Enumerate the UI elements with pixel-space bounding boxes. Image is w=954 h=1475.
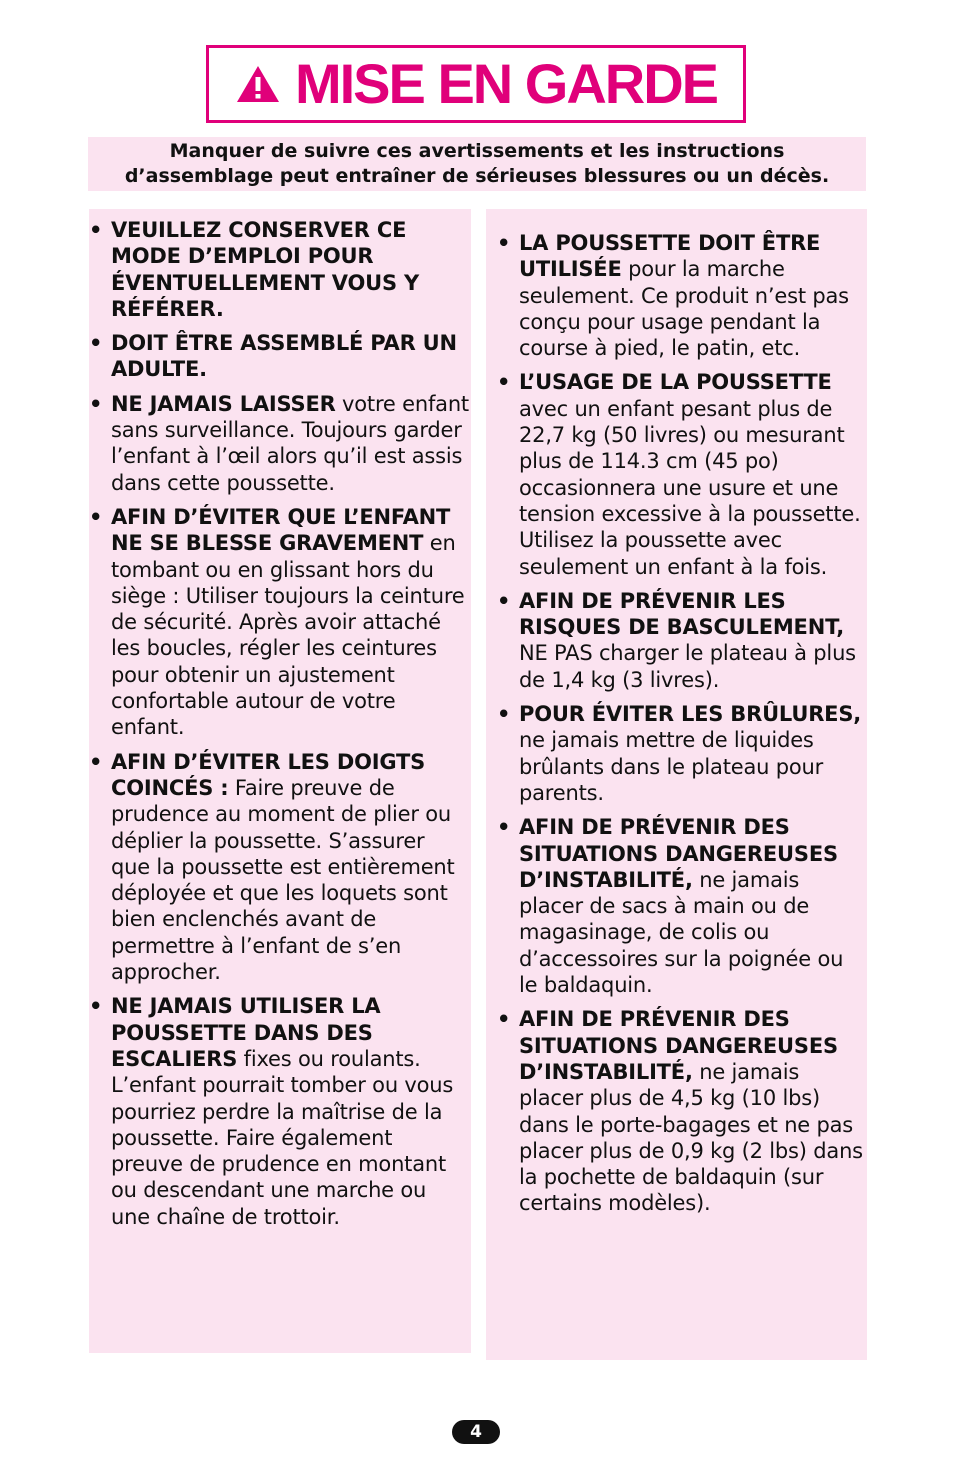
warning-item-heading: AFIN DE PRÉVENIR DES SITUATIONS DANGEREUSES D’INSTABILITÉ,	[519, 815, 838, 892]
warning-item-heading: AFIN DE PRÉVENIR DES SITUATIONS DANGEREUSES D’INSTABILITÉ,	[519, 1007, 838, 1084]
warning-item-heading: VEUILLEZ CONSERVER CE MODE D’EMPLOI POUR ÉVENTUELLEMENT VOUS Y RÉFÉRER.	[111, 218, 420, 321]
page-number-badge: 4	[452, 1420, 500, 1444]
warning-item-text: avec un enfant pesant plus de 22,7 kg (50 livres) ou mesurant plus de 114.3 cm (45 po) occasionnera une usure et une tension excessive à la poussette. Utilisez la poussette avec seulement un enfant à la fois.	[519, 396, 861, 579]
right-warning-column	[486, 209, 867, 1360]
warning-subtitle	[88, 137, 866, 191]
warning-item-text: Faire preuve de prudence au moment de plier ou déplier la poussette. S’assurer que la poussette est entièrement déployée et que les loquets sont bien enclenchés avant de permettre à l’enfant de s’en approcher.	[111, 775, 455, 985]
warning-item	[89, 993, 469, 1230]
warning-item-heading: LA POUSSETTE DOIT ÊTRE UTILISÉE	[519, 231, 821, 282]
warning-item	[497, 701, 863, 806]
warning-item-heading: DOIT ÊTRE ASSEMBLÉ PAR UN ADULTE.	[111, 331, 457, 382]
warning-title-box	[206, 45, 746, 123]
warning-item	[497, 588, 863, 693]
warning-item-text: pour la marche seulement. Ce produit n’est pas conçu pour usage pendant la course à pied, le patin, etc.	[519, 257, 849, 361]
warning-item	[497, 1006, 863, 1216]
warning-item-heading: NE JAMAIS UTILISER LA POUSSETTE DANS DES ESCALIERS	[111, 994, 381, 1071]
warning-item	[89, 330, 469, 383]
warning-item-text: fixes ou roulants. L’enfant pourrait tomber ou vous pourriez perdre la maîtrise de la poussette. Faire également preuve de prudence en montant ou descendant une marche ou une chaîne de trottoir.	[111, 1046, 454, 1229]
warning-item-text: ne jamais mettre de liquides brûlants dans le plateau pour parents.	[519, 728, 824, 805]
warning-item	[497, 814, 863, 998]
warning-item	[89, 749, 469, 986]
warning-item-text: ne jamais placer plus de 4,5 kg (10 lbs) dans le porte-bagages et ne pas placer plus de 0,9 kg (2 lbs) dans la pochette de baldaquin (sur certains modèles).	[519, 1059, 863, 1216]
warning-triangle-icon	[235, 64, 281, 104]
warning-item	[497, 369, 863, 579]
left-warning-list	[89, 217, 469, 1238]
warning-item	[497, 230, 863, 361]
warning-item-text: en tombant ou en glissant hors du siège : Utiliser toujours la ceinture de sécurité. Après avoir attaché les boucles, régler les ceintures pour obtenir un ajustement confortable autour de votre enfant.	[111, 531, 465, 740]
warning-item	[89, 217, 469, 322]
right-warning-list	[497, 230, 863, 1225]
warning-item-text: NE PAS charger le plateau à plus de 1,4 kg (3 livres).	[519, 641, 856, 692]
warning-item	[89, 504, 469, 741]
page-title: MISE EN GARDE	[294, 52, 718, 115]
subtitle-line-2: d’assemblage peut entraîner de sérieuses blessures ou un décès.	[124, 165, 830, 187]
warning-item-heading: NE JAMAIS LAISSER	[111, 391, 336, 416]
warning-item-heading: AFIN D’ÉVITER QUE L’ENFANT NE SE BLESSE GRAVEMENT	[111, 504, 451, 556]
warning-item-text: votre enfant sans surveillance. Toujours garder l’enfant à l’œil alors qu’il est assis dans cette poussette.	[111, 391, 469, 495]
warning-item-heading: AFIN D’ÉVITER LES DOIGTS COINCÉS :	[111, 749, 426, 800]
warning-item-text: ne jamais placer de sacs à main ou de magasinage, de colis ou d’accessoires sur la poignée ou le baldaquin.	[519, 867, 844, 998]
warning-item-heading: POUR ÉVITER LES BRÛLURES,	[519, 702, 862, 727]
left-warning-column	[89, 209, 471, 1353]
subtitle-line-1: Manquer de suivre ces avertissements et les instructions	[169, 140, 785, 162]
warning-item	[89, 391, 469, 496]
warning-item-heading: L’USAGE DE LA POUSSETTE	[519, 370, 832, 395]
warning-item-heading: AFIN DE PRÉVENIR LES RISQUES DE BASCULEMENT,	[519, 588, 844, 640]
